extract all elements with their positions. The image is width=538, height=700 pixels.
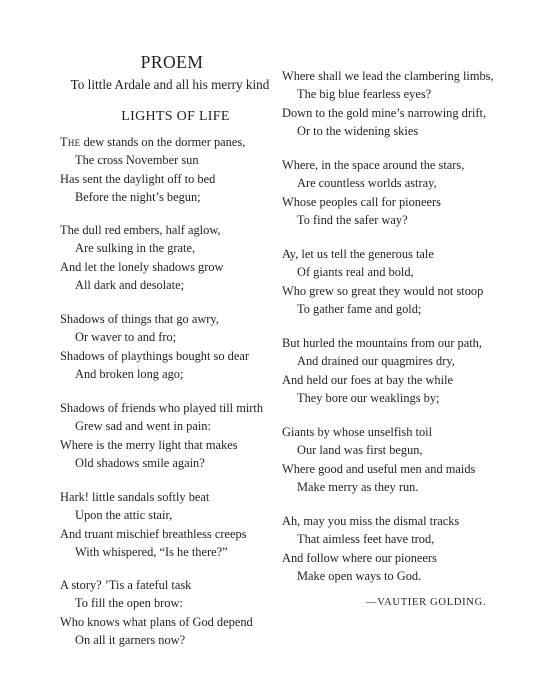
stanza	[282, 67, 494, 140]
poem-line: The cross November sun	[75, 153, 199, 168]
poem-line: And truant mischief breathless creeps	[60, 526, 247, 541]
poem-line: Who grew so great they would not stoop	[282, 283, 484, 298]
poem-line: Or waver to and fro;	[75, 330, 177, 345]
poem-line: Grew sad and went in pain:	[75, 419, 211, 434]
stanza	[60, 576, 253, 649]
poem-line: Or to the widening skies	[297, 123, 419, 138]
poem-line: Shadows of playthings bought so dear	[60, 348, 249, 363]
poem-line: Are sulking in the grate,	[75, 241, 196, 256]
poem-line: Of giants real and bold,	[297, 265, 414, 280]
poem-line: And follow where our pioneers	[282, 550, 437, 565]
poem-line: Has sent the daylight off to bed	[60, 171, 216, 186]
poem-line: The dull red embers, half aglow,	[60, 223, 221, 237]
poem-line: Giants by whose unselfish toil	[282, 425, 433, 439]
poem-title-proem: PROEM	[140, 52, 204, 72]
stanza	[60, 488, 246, 561]
stanza	[282, 245, 483, 318]
poem-line	[60, 133, 245, 151]
poem-line: That aimless feet have trod,	[297, 532, 435, 547]
poem-line: Before the night’s begun;	[75, 189, 201, 204]
poem-line: Our land was first begun,	[297, 443, 423, 458]
poem-line: Shadows of things that go awry,	[60, 312, 219, 326]
poem-line: On all it garners now?	[75, 632, 186, 647]
stanza	[282, 512, 459, 585]
poem-line: Ay, let us tell the generous tale	[282, 247, 434, 261]
poem-line: To gather fame and gold;	[297, 301, 422, 316]
poem-line: Where shall we lead the clambering limbs,	[282, 69, 494, 83]
poem-line: Shadows of friends who played till mirth	[60, 401, 264, 415]
poem-line: Are countless worlds astray,	[297, 176, 437, 191]
drop-word: The	[60, 135, 81, 149]
poem-line: Old shadows smile again?	[75, 455, 205, 470]
stanza	[60, 221, 223, 294]
poem-line: And broken long ago;	[75, 366, 184, 381]
line-rest: dew stands on the dormer panes,	[80, 135, 246, 149]
poem-line: All dark and desolate;	[75, 277, 185, 292]
poem-line: Upon the attic stair,	[75, 508, 173, 523]
poem-line: Where good and useful men and maids	[282, 461, 476, 476]
author-signature: —VAUTIER GOLDING.	[366, 597, 487, 608]
poem-line: And let the lonely shadows grow	[60, 259, 224, 274]
stanza	[282, 334, 482, 407]
poem-line: Make merry as they run.	[297, 479, 419, 494]
poem-line: With whispered, “Is he there?”	[75, 544, 228, 559]
stanza	[60, 399, 263, 472]
poem-line: Hark! little sandals softly beat	[60, 490, 210, 504]
stanza	[60, 310, 249, 383]
poem-line: They bore our weaklings by;	[297, 390, 440, 405]
poem-line: Whose peoples call for pioneers	[282, 194, 441, 209]
stanza	[282, 156, 464, 229]
poem-line: Ah, may you miss the dismal tracks	[282, 514, 460, 528]
poem-line: Where, in the space around the stars,	[282, 158, 465, 172]
dedication: To little Ardale and all his merry kind	[70, 77, 270, 92]
poem-line: Down to the gold mine’s narrowing drift,	[282, 105, 487, 120]
poem-line: To fill the open brow:	[75, 596, 183, 611]
poem-line: Make open ways to God.	[297, 568, 422, 583]
poem-line: The big blue fearless eyes?	[297, 87, 432, 102]
poem-title-lights-of-life: LIGHTS OF LIFE	[121, 109, 230, 124]
stanza	[282, 423, 475, 496]
poem-line: But hurled the mountains from our path,	[282, 336, 482, 350]
stanza	[60, 133, 245, 206]
poem-line: To find the safer way?	[297, 212, 408, 227]
poem-line: Who knows what plans of God depend	[60, 614, 253, 629]
poem-line: And drained our quagmires dry,	[297, 354, 455, 369]
poem-line: And held our foes at bay the while	[282, 372, 454, 387]
poem-line: A story? ’Tis a fateful task	[60, 578, 192, 592]
poem-line: Where is the merry light that makes	[60, 437, 238, 452]
